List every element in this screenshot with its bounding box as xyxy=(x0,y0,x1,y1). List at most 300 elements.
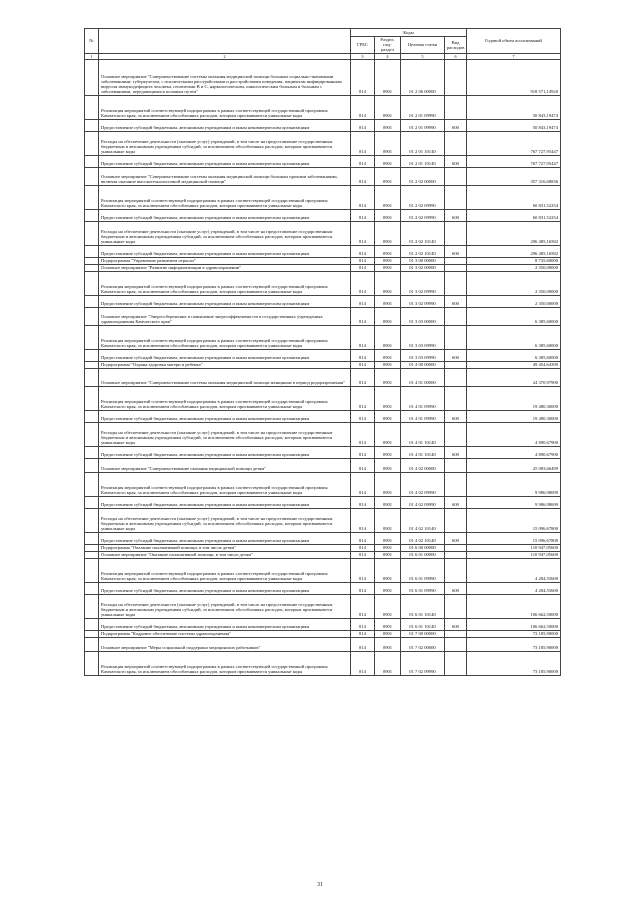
cell-grbs: 814 xyxy=(351,472,375,496)
cell-no xyxy=(85,264,99,271)
cell-name: Основное мероприятие "Совершенствование системы оказания медицинской помощи больным социально-значимыми заболеваниями: туберкулезом, с психическими расстройствами и расстройствами поведения, пациентам инфицированным вирусом иммунодефицита человека, гепатитами B и C, наркологическим, онкологическим больным и больным с заболеваниями, передающимися половым путем" xyxy=(99,59,351,95)
cell-name: Подпрограмма "Кадровое обеспечение системы здравоохранения" xyxy=(99,630,351,637)
cell-no xyxy=(85,551,99,558)
cell-name: Предоставление субсидий бюджетным, автономным учреждениям и иным некоммерческим организациям xyxy=(99,209,351,221)
cell-exp-type: 600 xyxy=(445,209,467,221)
cell-name: Предоставление субсидий бюджетным, автономным учреждениям и иным некоммерческим организациям xyxy=(99,618,351,630)
cell-no xyxy=(85,618,99,630)
cell-grbs: 814 xyxy=(351,245,375,257)
cell-amount: 15 096,67800 xyxy=(467,532,561,544)
cell-amount: 4 890,67900 xyxy=(467,446,561,458)
cell-no xyxy=(85,386,99,410)
cell-exp-type xyxy=(445,307,467,325)
table-row xyxy=(85,551,561,558)
cell-grbs: 814 xyxy=(351,551,375,558)
cell-name: Подпрограмма "Оказание паллиативной помощи, в том числе детям" xyxy=(99,544,351,551)
cell-section: 0901 xyxy=(375,368,401,386)
cell-name: Реализация мероприятий соответствующей подпрограммы в рамках соответствующей государственной программы Камчатского края, за исключением обособленных расходов, которым присваиваются уникальные коды xyxy=(99,558,351,582)
cell-amount: 4 284,55600 xyxy=(467,582,561,594)
cell-no xyxy=(85,651,99,675)
table-row xyxy=(85,59,561,95)
table-row xyxy=(85,496,561,508)
cell-amount: 4 890,67900 xyxy=(467,422,561,446)
cell-no xyxy=(85,446,99,458)
cell-target: 01 3 03 09990 xyxy=(401,349,445,361)
cell-section: 0901 xyxy=(375,257,401,264)
cell-no xyxy=(85,558,99,582)
cell-name: Предоставление субсидий бюджетным, автономным учреждениям и иным некоммерческим организациям xyxy=(99,446,351,458)
table-row xyxy=(85,361,561,368)
cell-section: 0901 xyxy=(375,422,401,446)
table-row xyxy=(85,532,561,544)
cell-no xyxy=(85,185,99,209)
cell-grbs: 814 xyxy=(351,630,375,637)
cell-no xyxy=(85,209,99,221)
table-row xyxy=(85,185,561,209)
cell-no xyxy=(85,167,99,185)
cell-grbs: 814 xyxy=(351,496,375,508)
table-row xyxy=(85,295,561,307)
cell-exp-type xyxy=(445,264,467,271)
cell-name: Основное мероприятие "Энергосбережение и повышение энергоэффективности в государственных учреждениях здравоохранения Камчатского края" xyxy=(99,307,351,325)
cell-exp-type xyxy=(445,325,467,349)
table-row xyxy=(85,271,561,295)
header-grbs: ГРБС xyxy=(351,37,375,54)
cell-target: 01 6 01 10140 xyxy=(401,618,445,630)
cell-name: Основное мероприятие "Совершенствование системы оказания медицинской помощи женщинам в период родоразрешения" xyxy=(99,368,351,386)
cell-name: Основное мероприятие "Совершенствование системы оказания медицинской помощи больным прочими заболеваниями, включая оказание высокотехнологичной медицинской помощи" xyxy=(99,167,351,185)
cell-target: 01 4 01 09990 xyxy=(401,386,445,410)
cell-amount: 918 571,14920 xyxy=(467,59,561,95)
cell-no xyxy=(85,458,99,472)
cell-amount: 296 485,16582 xyxy=(467,245,561,257)
cell-no xyxy=(85,325,99,349)
cell-exp-type xyxy=(445,257,467,264)
cell-name: Предоставление субсидий бюджетным, автономным учреждениям и иным некоммерческим организациям xyxy=(99,155,351,167)
cell-exp-type: 600 xyxy=(445,119,467,131)
cell-exp-type: 600 xyxy=(445,155,467,167)
cell-exp-type xyxy=(445,185,467,209)
cell-target: 01 2 01 10140 xyxy=(401,131,445,155)
cell-name: Предоставление субсидий бюджетным, автономным учреждениям и иным некоммерческим организациям xyxy=(99,410,351,422)
cell-name: Реализация мероприятий соответствующей подпрограммы в рамках соответствующей государственной программы Камчатского края, за исключением обособленных расходов, которым присваиваются уникальные коды xyxy=(99,472,351,496)
cell-exp-type: 600 xyxy=(445,582,467,594)
cell-name: Предоставление субсидий бюджетным, автономным учреждениям и иным некоммерческим организациям xyxy=(99,295,351,307)
cell-grbs: 814 xyxy=(351,131,375,155)
cell-exp-type xyxy=(445,630,467,637)
cell-exp-type xyxy=(445,221,467,245)
cell-exp-type: 600 xyxy=(445,496,467,508)
cell-section: 0901 xyxy=(375,245,401,257)
cell-no xyxy=(85,271,99,295)
cell-grbs: 814 xyxy=(351,386,375,410)
cell-target: 01 6 01 00000 xyxy=(401,551,445,558)
cell-name: Основное мероприятие "Оказание паллиативной помощи, в том числе детям" xyxy=(99,551,351,558)
cell-exp-type xyxy=(445,368,467,386)
cell-target: 01 3 00 00000 xyxy=(401,257,445,264)
cell-name: Предоставление субсидий бюджетным, автономным учреждениям и иным некоммерческим организациям xyxy=(99,582,351,594)
cell-name: Расходы на обеспечение деятельности (оказание услуг) учреждений, в том числе на предоставление государственным бюджетным и автономным учреждениям субсидий, за исключением обособленных расходов, которым присваиваются уникальные коды xyxy=(99,131,351,155)
cell-grbs: 814 xyxy=(351,185,375,209)
cell-section: 0901 xyxy=(375,155,401,167)
cell-section: 0901 xyxy=(375,361,401,368)
cell-target: 01 4 02 10140 xyxy=(401,532,445,544)
cell-target: 01 3 03 09990 xyxy=(401,325,445,349)
cell-no xyxy=(85,532,99,544)
cell-amount: 60 831,52254 xyxy=(467,185,561,209)
cell-exp-type: 600 xyxy=(445,446,467,458)
cell-no xyxy=(85,59,99,95)
cell-grbs: 814 xyxy=(351,257,375,264)
cell-target: 01 4 02 10140 xyxy=(401,508,445,532)
cell-amount: 60 831,52254 xyxy=(467,209,561,221)
table-row xyxy=(85,458,561,472)
cell-grbs: 814 xyxy=(351,155,375,167)
cell-amount: 73 185,90000 xyxy=(467,651,561,675)
cell-amount: 2 350,00000 xyxy=(467,295,561,307)
cell-section: 0901 xyxy=(375,594,401,618)
cell-name: Реализация мероприятий соответствующей подпрограммы в рамках соответствующей государственной программы Камчатского края, за исключением обособленных расходов, которым присваиваются уникальные коды xyxy=(99,651,351,675)
cell-no xyxy=(85,630,99,637)
cell-grbs: 814 xyxy=(351,271,375,295)
cell-section: 0901 xyxy=(375,307,401,325)
cell-grbs: 814 xyxy=(351,325,375,349)
page-number: 31 xyxy=(317,882,323,888)
cell-amount: 106 662,50000 xyxy=(467,594,561,618)
cell-grbs: 814 xyxy=(351,637,375,651)
cell-target: 01 4 01 10140 xyxy=(401,422,445,446)
cell-name: Реализация мероприятий соответствующей подпрограммы в рамках соответствующей государственной программы Камчатского края, за исключением обособленных расходов, которым присваиваются уникальные коды xyxy=(99,271,351,295)
cell-target: 01 4 01 00000 xyxy=(401,368,445,386)
cell-exp-type xyxy=(445,95,467,119)
cell-section: 0901 xyxy=(375,185,401,209)
cell-section: 0901 xyxy=(375,95,401,119)
cell-grbs: 814 xyxy=(351,582,375,594)
cell-exp-type: 600 xyxy=(445,532,467,544)
table-row xyxy=(85,410,561,422)
cell-amount: 106 662,50000 xyxy=(467,618,561,630)
cell-exp-type xyxy=(445,637,467,651)
cell-section: 0901 xyxy=(375,630,401,637)
cell-section: 0901 xyxy=(375,386,401,410)
cell-exp-type xyxy=(445,544,467,551)
cell-target: 01 4 01 10140 xyxy=(401,446,445,458)
cell-amount: 767 727,95447 xyxy=(467,155,561,167)
cell-grbs: 814 xyxy=(351,508,375,532)
cell-section: 0901 xyxy=(375,532,401,544)
cell-amount: 19 480,30000 xyxy=(467,386,561,410)
cell-amount: 9 986,98699 xyxy=(467,472,561,496)
cell-grbs: 814 xyxy=(351,594,375,618)
cell-name: Расходы на обеспечение деятельности (оказание услуг) учреждений, в том числе на предоставление государственным бюджетным и автономным учреждениям субсидий, за исключением обособленных расходов, которым присваиваются уникальные коды xyxy=(99,422,351,446)
cell-section: 0901 xyxy=(375,446,401,458)
cell-target: 01 2 02 09990 xyxy=(401,209,445,221)
cell-grbs: 814 xyxy=(351,307,375,325)
cell-amount: 15 096,67800 xyxy=(467,508,561,532)
table-row xyxy=(85,119,561,131)
cell-exp-type xyxy=(445,458,467,472)
table-row xyxy=(85,264,561,271)
cell-no xyxy=(85,582,99,594)
table-row xyxy=(85,582,561,594)
col-num-5: 5 xyxy=(401,53,445,59)
cell-exp-type xyxy=(445,59,467,95)
cell-exp-type xyxy=(445,508,467,532)
cell-section: 0901 xyxy=(375,551,401,558)
cell-grbs: 814 xyxy=(351,167,375,185)
table-row xyxy=(85,95,561,119)
cell-section: 0901 xyxy=(375,558,401,582)
cell-amount: 8 735,60000 xyxy=(467,257,561,264)
table-row xyxy=(85,472,561,496)
cell-name: Предоставление субсидий бюджетным, автономным учреждениям и иным некоммерческим организациям xyxy=(99,349,351,361)
cell-name: Реализация мероприятий соответствующей подпрограммы в рамках соответствующей государственной программы Камчатского края, за исключением обособленных расходов, которым присваиваются уникальные коды xyxy=(99,185,351,209)
cell-target: 01 7 02 09990 xyxy=(401,651,445,675)
cell-no xyxy=(85,361,99,368)
table-row xyxy=(85,594,561,618)
header-annual: Годовой объем ассигнований xyxy=(467,29,561,54)
cell-section: 0901 xyxy=(375,119,401,131)
cell-amount: 49 454,64399 xyxy=(467,361,561,368)
cell-amount: 110 947,05600 xyxy=(467,544,561,551)
cell-exp-type xyxy=(445,131,467,155)
table-row xyxy=(85,209,561,221)
table-row xyxy=(85,325,561,349)
cell-section: 0901 xyxy=(375,410,401,422)
cell-no xyxy=(85,119,99,131)
cell-target: 01 2 02 09990 xyxy=(401,185,445,209)
table-row xyxy=(85,307,561,325)
col-num-2: 2 xyxy=(99,53,351,59)
cell-no xyxy=(85,637,99,651)
cell-grbs: 814 xyxy=(351,368,375,386)
cell-exp-type xyxy=(445,472,467,496)
cell-name: Подпрограмма "Управление развитием отрасли" xyxy=(99,257,351,264)
cell-grbs: 814 xyxy=(351,295,375,307)
cell-amount: 110 947,05600 xyxy=(467,551,561,558)
cell-section: 0901 xyxy=(375,349,401,361)
cell-grbs: 814 xyxy=(351,618,375,630)
cell-exp-type xyxy=(445,386,467,410)
cell-name: Предоставление субсидий бюджетным, автономным учреждениям и иным некоммерческим организациям xyxy=(99,496,351,508)
cell-name: Предоставление субсидий бюджетным, автономным учреждениям и иным некоммерческим организациям xyxy=(99,119,351,131)
cell-target: 01 6 00 00000 xyxy=(401,544,445,551)
cell-amount: 6 385,60000 xyxy=(467,349,561,361)
cell-no xyxy=(85,307,99,325)
cell-section: 0901 xyxy=(375,59,401,95)
table-row xyxy=(85,167,561,185)
cell-name: Основное мероприятие "Меры социальной поддержки медицинских работников" xyxy=(99,637,351,651)
cell-no xyxy=(85,594,99,618)
cell-target: 01 4 02 09990 xyxy=(401,496,445,508)
cell-section: 0901 xyxy=(375,221,401,245)
cell-grbs: 814 xyxy=(351,410,375,422)
cell-no xyxy=(85,349,99,361)
cell-amount: 6 385,60000 xyxy=(467,325,561,349)
table-row xyxy=(85,637,561,651)
cell-section: 0901 xyxy=(375,209,401,221)
cell-exp-type: 600 xyxy=(445,618,467,630)
table-row xyxy=(85,386,561,410)
cell-section: 0901 xyxy=(375,544,401,551)
table-row xyxy=(85,618,561,630)
cell-name: Расходы на обеспечение деятельности (оказание услуг) учреждений, в том числе на предоставление государственным бюджетным и автономным учреждениям субсидий, за исключением обособленных расходов, которым присваиваются уникальные коды xyxy=(99,594,351,618)
cell-target: 01 4 02 00000 xyxy=(401,458,445,472)
cell-section: 0901 xyxy=(375,264,401,271)
cell-name: Предоставление субсидий бюджетным, автономным учреждениям и иным некоммерческим организациям xyxy=(99,245,351,257)
cell-grbs: 814 xyxy=(351,446,375,458)
cell-target: 01 3 02 09990 xyxy=(401,271,445,295)
cell-section: 0901 xyxy=(375,131,401,155)
table-row xyxy=(85,245,561,257)
cell-section: 0901 xyxy=(375,167,401,185)
cell-amount: 4 284,55600 xyxy=(467,558,561,582)
cell-target: 01 2 02 10140 xyxy=(401,245,445,257)
cell-grbs: 814 xyxy=(351,221,375,245)
cell-name: Реализация мероприятий соответствующей подпрограммы в рамках соответствующей государственной программы Камчатского края, за исключением обособленных расходов, которым присваиваются уникальные коды xyxy=(99,386,351,410)
cell-amount: 50 843,19474 xyxy=(467,119,561,131)
cell-target: 01 2 06 00000 xyxy=(401,59,445,95)
table-row xyxy=(85,508,561,532)
cell-amount: 73 185,90000 xyxy=(467,637,561,651)
table-row xyxy=(85,651,561,675)
cell-section: 0901 xyxy=(375,618,401,630)
cell-no xyxy=(85,295,99,307)
cell-target: 01 2 02 10140 xyxy=(401,221,445,245)
cell-section: 0901 xyxy=(375,508,401,532)
cell-target: 01 7 00 00000 xyxy=(401,630,445,637)
col-num-6: 6 xyxy=(445,53,467,59)
cell-grbs: 814 xyxy=(351,544,375,551)
header-codes: Коды xyxy=(351,29,467,37)
table-row xyxy=(85,422,561,446)
cell-target: 01 4 01 09990 xyxy=(401,410,445,422)
col-num-3: 3 xyxy=(351,53,375,59)
table-row xyxy=(85,349,561,361)
cell-amount: 24 370,97900 xyxy=(467,368,561,386)
budget-table xyxy=(84,28,561,676)
cell-exp-type xyxy=(445,551,467,558)
table-row xyxy=(85,155,561,167)
table-row xyxy=(85,630,561,637)
table-row xyxy=(85,544,561,551)
cell-target: 01 2 02 00000 xyxy=(401,167,445,185)
cell-grbs: 814 xyxy=(351,264,375,271)
cell-exp-type xyxy=(445,594,467,618)
cell-name: Реализация мероприятий соответствующей подпрограммы в рамках соответствующей государственной программы Камчатского края, за исключением обособленных расходов, которым присваиваются уникальные коды xyxy=(99,95,351,119)
cell-no xyxy=(85,368,99,386)
cell-no xyxy=(85,221,99,245)
table-row xyxy=(85,131,561,155)
col-num-4: 4 xyxy=(375,53,401,59)
cell-exp-type xyxy=(445,167,467,185)
cell-section: 0901 xyxy=(375,637,401,651)
table-row xyxy=(85,446,561,458)
table-body xyxy=(85,59,561,675)
cell-target: 01 6 01 09990 xyxy=(401,582,445,594)
cell-grbs: 814 xyxy=(351,361,375,368)
header-name xyxy=(99,29,351,54)
cell-grbs: 814 xyxy=(351,209,375,221)
cell-amount: 19 480,30000 xyxy=(467,410,561,422)
cell-name: Расходы на обеспечение деятельности (оказание услуг) учреждений, в том числе на предоставление государственным бюджетным и автономным учреждениям субсидий, за исключением обособленных расходов, которым присваиваются уникальные коды xyxy=(99,508,351,532)
cell-name: Расходы на обеспечение деятельности (оказание услуг) учреждений, в том числе на предоставление государственным бюджетным и автономным учреждениям субсидий, за исключением обособленных расходов, которым присваиваются уникальные коды xyxy=(99,221,351,245)
cell-no xyxy=(85,496,99,508)
cell-target: 01 2 01 10140 xyxy=(401,155,445,167)
cell-section: 0901 xyxy=(375,271,401,295)
header-exp-type: Вид расходов xyxy=(445,37,467,54)
cell-no xyxy=(85,131,99,155)
cell-grbs: 814 xyxy=(351,651,375,675)
table-row xyxy=(85,558,561,582)
cell-amount: 357 316,68836 xyxy=(467,167,561,185)
cell-name: Реализация мероприятий соответствующей подпрограммы в рамках соответствующей государственной программы Камчатского края, за исключением обособленных расходов, которым присваиваются уникальные коды xyxy=(99,325,351,349)
cell-target: 01 6 01 09990 xyxy=(401,558,445,582)
cell-grbs: 814 xyxy=(351,349,375,361)
cell-exp-type xyxy=(445,651,467,675)
cell-grbs: 814 xyxy=(351,458,375,472)
cell-target: 01 3 02 00000 xyxy=(401,264,445,271)
cell-target: 01 6 01 10140 xyxy=(401,594,445,618)
cell-amount: 50 843,19474 xyxy=(467,95,561,119)
cell-grbs: 814 xyxy=(351,558,375,582)
table-row xyxy=(85,221,561,245)
header-target: Целевая статья xyxy=(401,37,445,54)
col-num-1: 1 xyxy=(85,53,99,59)
cell-target: 01 3 03 00000 xyxy=(401,307,445,325)
cell-no xyxy=(85,544,99,551)
cell-exp-type xyxy=(445,361,467,368)
cell-no xyxy=(85,257,99,264)
cell-grbs: 814 xyxy=(351,95,375,119)
cell-no xyxy=(85,508,99,532)
cell-section: 0901 xyxy=(375,582,401,594)
table-row xyxy=(85,368,561,386)
cell-section: 0901 xyxy=(375,325,401,349)
cell-grbs: 814 xyxy=(351,119,375,131)
cell-section: 0901 xyxy=(375,496,401,508)
cell-no xyxy=(85,155,99,167)
cell-amount: 296 485,16582 xyxy=(467,221,561,245)
cell-exp-type xyxy=(445,422,467,446)
cell-amount: 25 083,66499 xyxy=(467,458,561,472)
cell-target: 01 3 02 09990 xyxy=(401,295,445,307)
cell-exp-type: 600 xyxy=(445,295,467,307)
cell-amount: 9 986,98699 xyxy=(467,496,561,508)
cell-amount: 767 727,95447 xyxy=(467,131,561,155)
cell-no xyxy=(85,410,99,422)
cell-exp-type: 600 xyxy=(445,349,467,361)
cell-section: 0901 xyxy=(375,458,401,472)
cell-target: 01 4 02 09990 xyxy=(401,472,445,496)
header-section: Раздел, под-раздел xyxy=(375,37,401,54)
cell-amount: 73 185,90000 xyxy=(467,630,561,637)
cell-name: Основное мероприятие "Совершенствование оказания медицинской помощи детям" xyxy=(99,458,351,472)
header-no: № xyxy=(85,29,99,54)
cell-target: 01 7 02 00000 xyxy=(401,637,445,651)
cell-name: Предоставление субсидий бюджетным, автономным учреждениям и иным некоммерческим организациям xyxy=(99,532,351,544)
cell-grbs: 814 xyxy=(351,532,375,544)
cell-exp-type xyxy=(445,558,467,582)
cell-name: Основное мероприятие "Развитие информатизации в здравоохранении" xyxy=(99,264,351,271)
cell-section: 0901 xyxy=(375,295,401,307)
cell-target: 01 4 00 00000 xyxy=(401,361,445,368)
cell-name: Подпрограмма "Охрана здоровья матери и ребенка" xyxy=(99,361,351,368)
cell-target: 01 2 01 09990 xyxy=(401,119,445,131)
cell-section: 0901 xyxy=(375,651,401,675)
cell-section: 0901 xyxy=(375,472,401,496)
table-row xyxy=(85,257,561,264)
